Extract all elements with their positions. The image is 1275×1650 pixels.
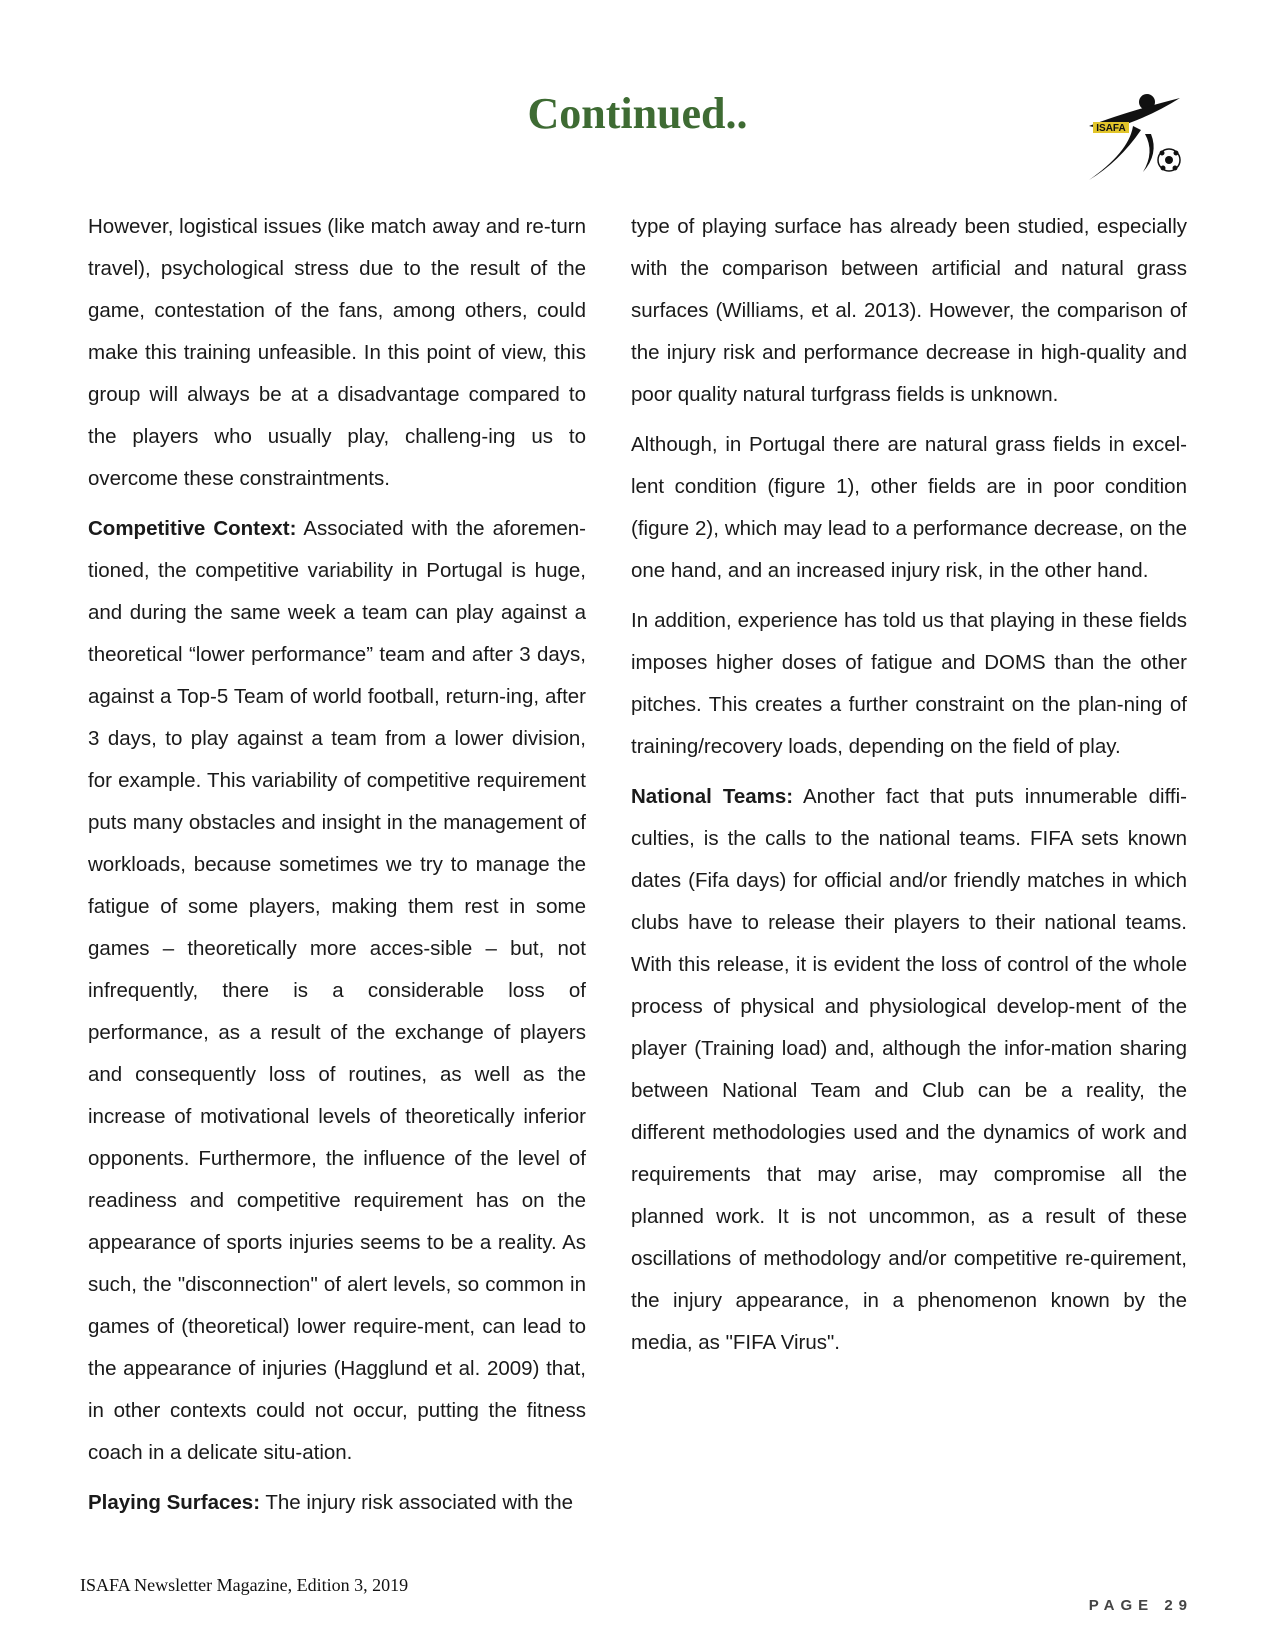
- text-national-teams: Another fact that puts innumerable diffi-culties, is the calls to the national teams. FIFA sets known dates (Fifa days) for official and/or friendly matches in which clubs have to release their players to their national teams. With this release, it is evident the loss of control of the whole process of physical and physiological develop-ment of the player (Training load) and, although the infor-mation sharing between National Team and Club can be a reality, the different methodologies used and the dynamics of work and requirements that may arise, may compromise all the planned work. It is not uncommon, as a result of these oscillations of methodology and/or competitive re-quirement, the injury appearance, in a phenomenon known by the media, as "FIFA Virus".: [631, 785, 1187, 1354]
- paragraph-portugal-fields: Although, in Portugal there are natural grass fields in excel-lent condition (figure 1), other fields are in poor condition (figure 2), which may lead to a performance decrease, on the one hand, and an increased injury risk, in the other hand.: [631, 433, 1187, 582]
- paragraph-playing-surfaces: [88, 1482, 586, 1524]
- heading-playing-surfaces: Playing Surfaces:: [88, 1491, 261, 1514]
- heading-competitive-context: Competitive Context:: [88, 517, 297, 540]
- left-column: [88, 206, 586, 1532]
- paragraph-surface-type: type of playing surface has already been studied, especially with the comparison between artificial and natural grass surfaces (Williams, et al. 2013). However, the comparison of the injury risk and performance decrease in high-quality and poor quality natural turfgrass fields is unknown.: [631, 215, 1187, 406]
- paragraph-national-teams: [631, 776, 1187, 1364]
- page-number: PAGE 29: [1088, 1597, 1193, 1614]
- svg-text:ISAFA: ISAFA: [1096, 123, 1126, 134]
- isafa-logo: [1085, 92, 1185, 184]
- paragraph-logistics: However, logistical issues (like match away and re-turn travel), psychological stress due to the result of the game, contestation of the fans, among others, could make this training unfeasible. In this point of view, this group will always be at a disadvantage compared to the players who usually play, challeng-ing us to overcome these constraintments.: [88, 215, 586, 490]
- text-competitive-context: Associated with the aforemen-tioned, the competitive variability in Portugal is huge, and during the same week a team can play against a theoretical “lower performance” team and after 3 days, against a Top-5 Team of world football, return-ing, after 3 days, to play against a team from a lower division, for example. This variability of competitive requirement puts many obstacles and insight in the management of workloads, because sometimes we try to manage the fatigue of some players, making them rest in some games – theoretically more acces-sible – but, not infrequently, there is a considerable loss of performance, as a result of the exchange of players and consequently loss of routines, as well as the increase of motivational levels of theoretically inferior opponents. Furthermore, the influence of the level of readiness and competitive requirement has on the appearance of sports injuries seems to be a reality. As such, the "disconnection" of alert levels, so common in games of (theoretical) lower require-ment, can lead to the appearance of injuries (Hagglund et al. 2009) that, in other contexts could not occur, putting the fitness coach in a delicate situ-ation.: [88, 517, 586, 1464]
- text-playing-surfaces: The injury risk associated with the: [260, 1491, 574, 1514]
- right-column: [631, 206, 1187, 1372]
- footer-publication: ISAFA Newsletter Magazine, Edition 3, 2019: [80, 1575, 409, 1595]
- paragraph-competitive-context: [88, 508, 586, 1474]
- paragraph-fatigue: In addition, experience has told us that playing in these fields imposes higher doses of fatigue and DOMS than the other pitches. This creates a further constraint on the plan-ning of training/recovery loads, depending on the field of play.: [631, 609, 1187, 758]
- heading-national-teams: National Teams:: [631, 785, 794, 808]
- page-title: Continued..: [527, 89, 748, 138]
